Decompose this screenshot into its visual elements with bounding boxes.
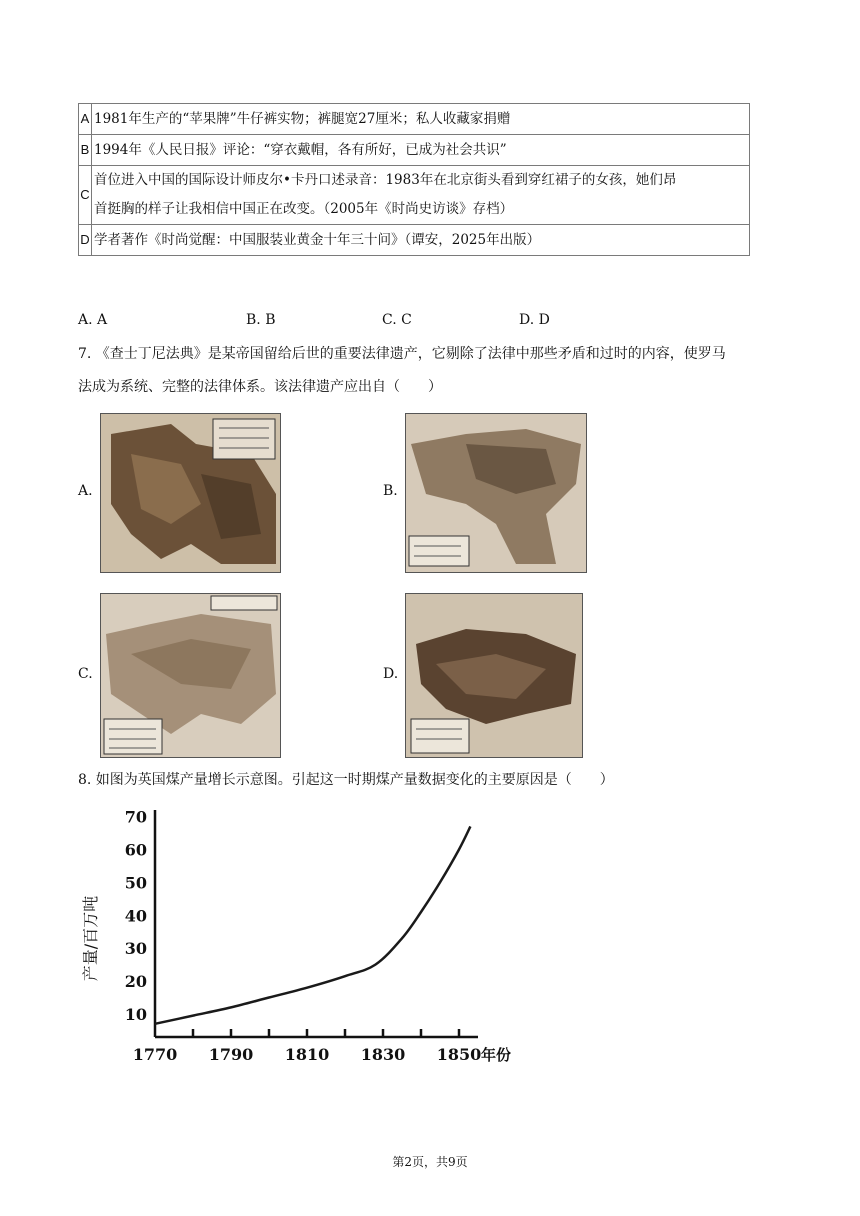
row-label: B xyxy=(79,135,92,166)
table-row xyxy=(79,166,750,225)
series-line xyxy=(155,826,470,1023)
page-footer: 第2页，共9页 xyxy=(392,1155,468,1169)
row-text: 学者著作《时尚觉醒：中国服装业黄金十年三十问》（谭安，2025年出版） xyxy=(92,225,750,256)
row-text xyxy=(92,166,750,225)
x-tick-label: 1810 xyxy=(284,1045,330,1064)
y-tick-label: 60 xyxy=(124,840,147,860)
x-tick-label: 1770 xyxy=(132,1045,178,1064)
source-table xyxy=(78,103,750,256)
question-8: 8. 如图为英国煤产量增长示意图。引起这一时期煤产量数据变化的主要原因是（ ） xyxy=(78,772,614,788)
table-row xyxy=(79,104,750,135)
map-option-c[interactable] xyxy=(100,593,281,758)
y-tick-label: 50 xyxy=(124,873,147,893)
x-tick-label: 1790 xyxy=(208,1045,254,1064)
option-c[interactable]: C. C xyxy=(382,312,412,328)
table-row xyxy=(79,225,750,256)
option-b[interactable]: B. B xyxy=(246,312,276,328)
y-tick-label: 70 xyxy=(124,807,147,827)
option-a[interactable]: A. A xyxy=(78,312,108,328)
y-tick-label: 30 xyxy=(124,939,147,959)
row-text: 1981年生产的“苹果牌”牛仔裤实物；裤腿宽27厘米；私人收藏家捐赠 xyxy=(92,104,750,135)
x-tick-label: 1850 xyxy=(436,1045,482,1064)
row-text: 1994年《人民日报》评论：“穿衣戴帽，各有所好，已成为社会共识” xyxy=(92,135,750,166)
y-tick-label: 20 xyxy=(124,972,147,992)
y-tick-label: 10 xyxy=(124,1004,147,1024)
map-option-b-label[interactable]: B. xyxy=(383,483,398,499)
row-text-line: 首挺胸的样子让我相信中国正在改变。（2005年《时尚史访谈》存档） xyxy=(94,201,514,217)
map-option-c-label[interactable]: C. xyxy=(78,666,93,682)
x-tick-label: 1830 xyxy=(360,1045,406,1064)
y-axis-label: 产量/百万吨 xyxy=(81,895,100,982)
row-label: A xyxy=(79,104,92,135)
row-label: C xyxy=(79,166,92,225)
y-tick-label: 40 xyxy=(124,906,147,926)
map-option-d[interactable] xyxy=(405,593,583,758)
map-option-a[interactable] xyxy=(100,413,281,573)
row-text-line: 首位进入中国的国际设计师皮尔•卡丹口述录音：1983年在北京街头看到穿红裙子的女孩，她们昂 xyxy=(94,172,677,188)
map-option-a-label[interactable]: A. xyxy=(78,483,93,499)
x-axis-label: 年份 xyxy=(481,1046,512,1064)
map-option-d-label[interactable]: D. xyxy=(383,666,399,682)
row-label: D xyxy=(79,225,92,256)
coal-output-chart xyxy=(78,800,538,1075)
question-7-line1: 7. 《查士丁尼法典》是某帝国留给后世的重要法律遗产，它剔除了法律中那些矛盾和过时的内容，使罗马 xyxy=(78,346,726,362)
table-row xyxy=(79,135,750,166)
option-d[interactable]: D. D xyxy=(519,312,550,328)
question-7-line2: 法成为系统、完整的法律体系。该法律遗产应出自（ ） xyxy=(78,379,442,395)
map-option-b[interactable] xyxy=(405,413,587,573)
